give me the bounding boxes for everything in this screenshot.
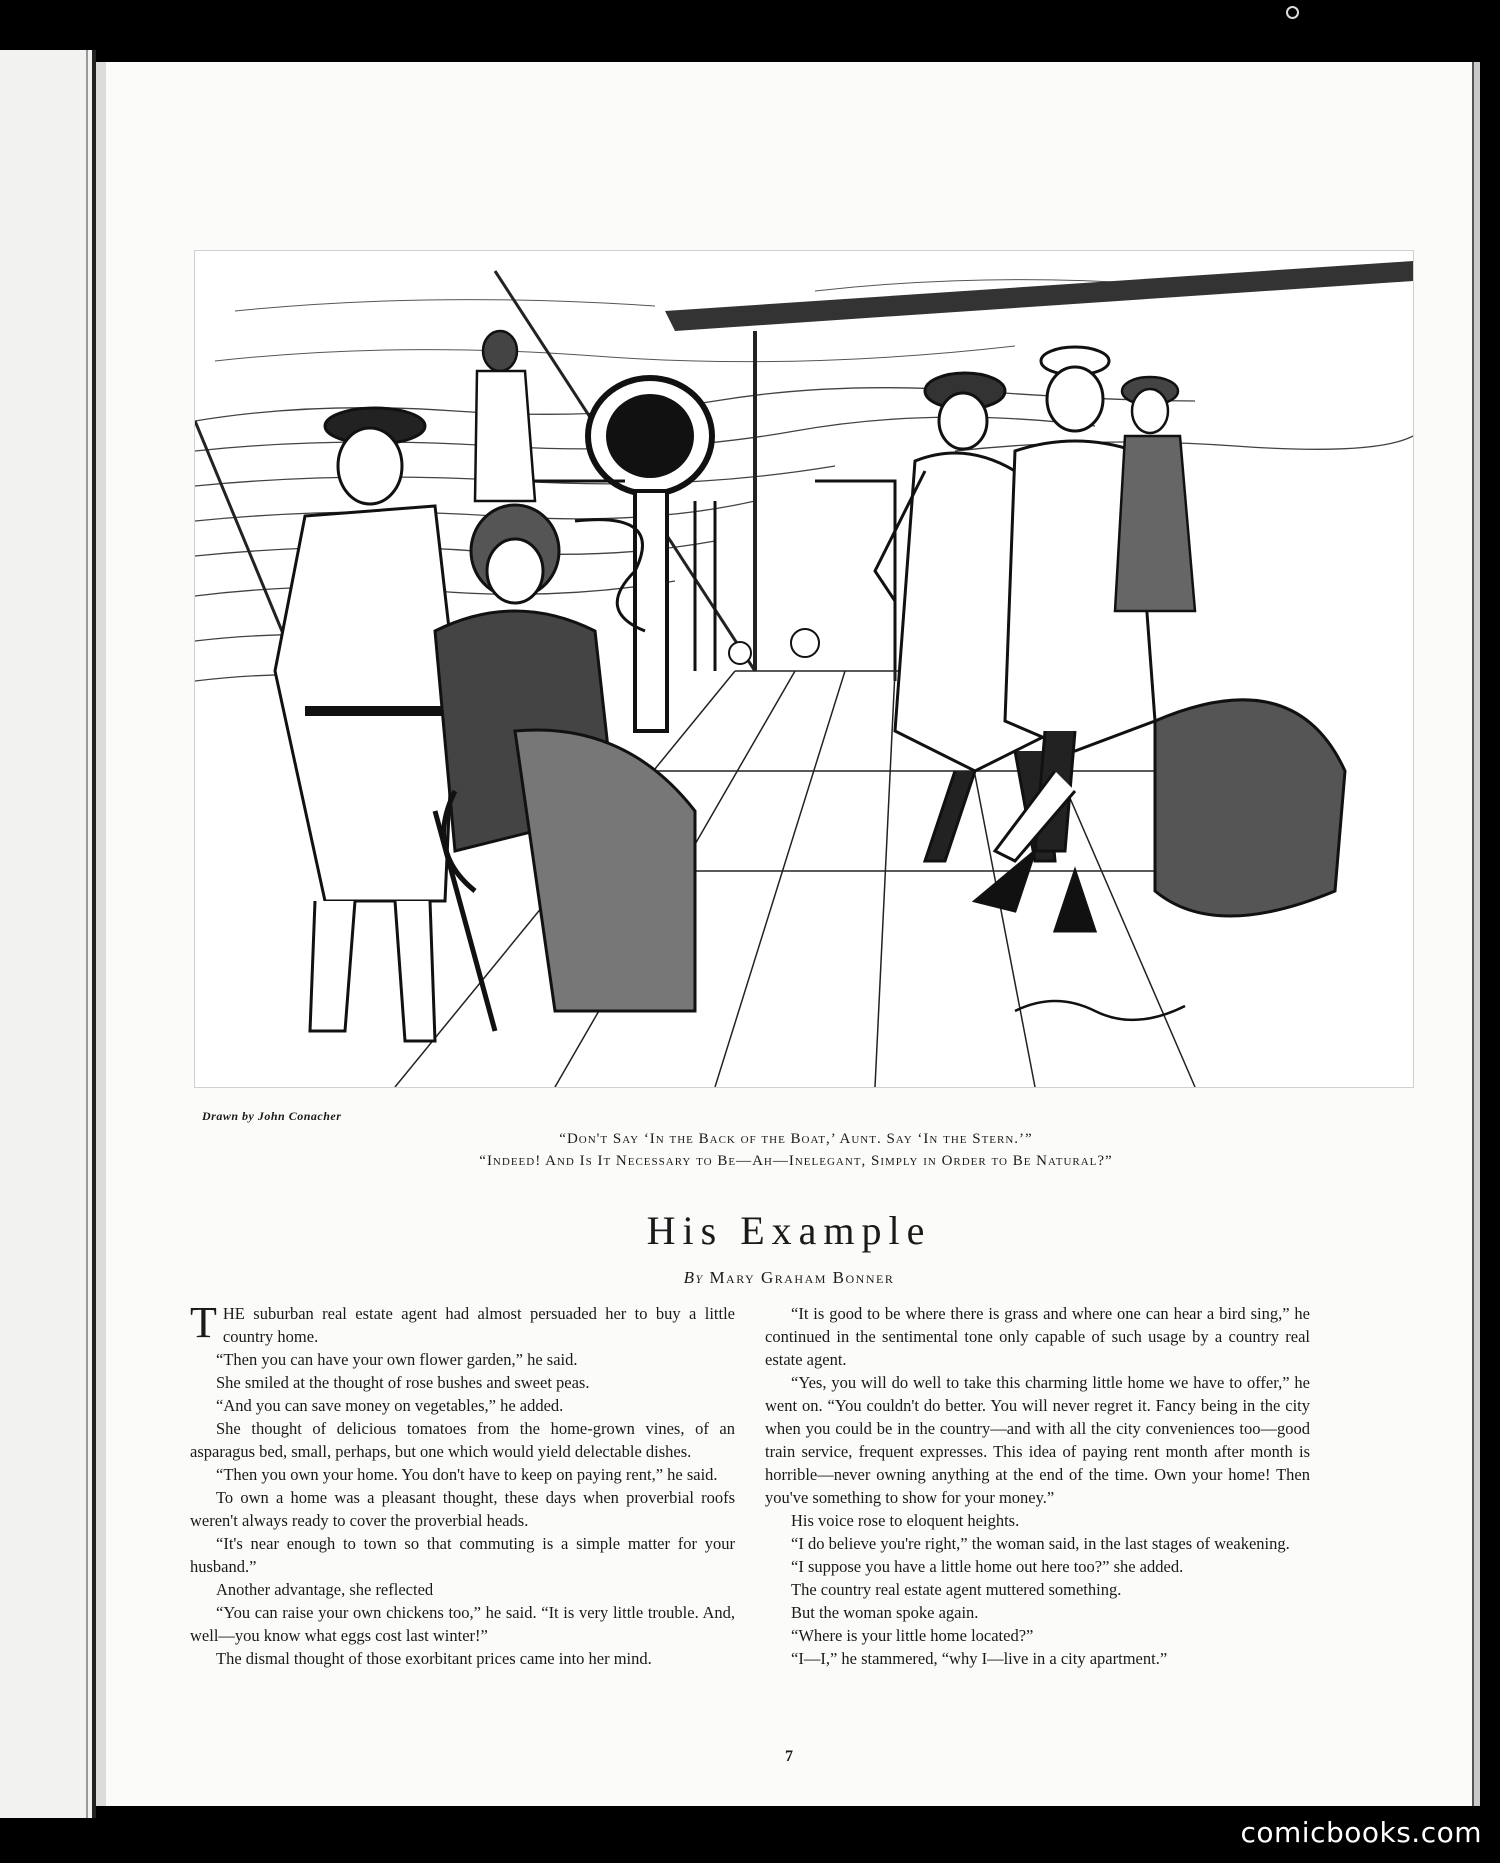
paragraph: “Then you can have your own flower garden,” he said. xyxy=(216,1350,578,1369)
paragraph: The country real estate agent muttered something. xyxy=(791,1580,1122,1599)
paragraph: She thought of delicious tomatoes from the home-grown vines, of an asparagus bed, small, perhaps, but one which would yield delectable dishes. xyxy=(190,1419,735,1461)
page-number: 7 xyxy=(785,1748,793,1765)
text-column-right xyxy=(765,1302,1310,1670)
paragraph: The dismal thought of those exorbitant prices came into her mind. xyxy=(216,1649,652,1668)
paragraph: “I do believe you're right,” the woman said, in the last stages of weakening. xyxy=(791,1534,1290,1553)
facing-page-edge xyxy=(0,50,96,1818)
paragraph: “You can raise your own chickens too,” he said. “It is very little trouble. And, well—you know what eggs cost last winter!” xyxy=(190,1603,735,1645)
site-watermark: comicbooks.com xyxy=(1240,1816,1482,1849)
story-title: His Example xyxy=(646,1208,932,1253)
right-page-edge xyxy=(1472,62,1480,1806)
scan-corner-mark xyxy=(1286,6,1299,19)
magazine-page xyxy=(106,62,1472,1806)
story-byline xyxy=(106,1268,1472,1288)
caption-line-2: “Indeed! And Is It Necessary to Be—Ah—Inelegant, Simply in Order to Be Natural?” xyxy=(479,1153,1113,1169)
paragraph: “Then you own your home. You don't have to keep on paying rent,” he said. xyxy=(216,1465,718,1484)
paragraph: Another advantage, she reflected xyxy=(216,1580,434,1599)
caption-line-1: “Don't Say ‘In the Back of the Boat,’ Aunt. Say ‘In the Stern.’” xyxy=(559,1131,1033,1147)
facing-page-strip xyxy=(86,50,88,1818)
byline-prefix: By xyxy=(683,1268,704,1287)
spine-edge xyxy=(96,62,106,1806)
byline-author: Mary Graham Bonner xyxy=(709,1268,895,1287)
opening-paragraph-text: HE suburban real estate agent had almost persuaded her to buy a little country home. xyxy=(222,1304,735,1346)
illustration-caption xyxy=(316,1128,1276,1172)
paragraph: “And you can save money on vegetables,” he added. xyxy=(216,1396,564,1415)
paragraph: “Where is your little home located?” xyxy=(791,1626,1034,1645)
paragraph: She smiled at the thought of rose bushes and sweet peas. xyxy=(216,1373,590,1392)
paragraph: “I suppose you have a little home out here too?” she added. xyxy=(791,1557,1184,1576)
paragraph: But the woman spoke again. xyxy=(791,1603,979,1622)
text-column-left xyxy=(190,1298,735,1670)
paragraph: To own a home was a pleasant thought, these days when proverbial roofs weren't always ready to cover the proverbial heads. xyxy=(190,1488,735,1530)
illustration-credit: Drawn by John Conacher xyxy=(202,1109,342,1123)
paragraph: “Yes, you will do well to take this charming little home we have to offer,” he went on. “You couldn't do better. You will never regret it. Fancy being in the city when you could be in the country—and with all the city conveniences too—good train service, frequent expresses. This idea of paying rent month after month is horrible—never owning anything at the end of the time. Own your home! Then you've something to show for your money.” xyxy=(765,1373,1310,1507)
ship-deck-illustration xyxy=(194,250,1414,1088)
drop-cap: T xyxy=(190,1298,217,1347)
paragraph: “It's near enough to town so that commuting is a simple matter for your husband.” xyxy=(190,1534,735,1576)
opening-paragraph xyxy=(190,1298,735,1348)
paragraph: “I—I,” he stammered, “why I—live in a city apartment.” xyxy=(791,1649,1168,1668)
paragraph: “It is good to be where there is grass and where one can hear a bird sing,” he continued in the sentimental tone only capable of such usage by a country real estate agent. xyxy=(765,1304,1310,1369)
paragraph: His voice rose to eloquent heights. xyxy=(791,1511,1020,1530)
